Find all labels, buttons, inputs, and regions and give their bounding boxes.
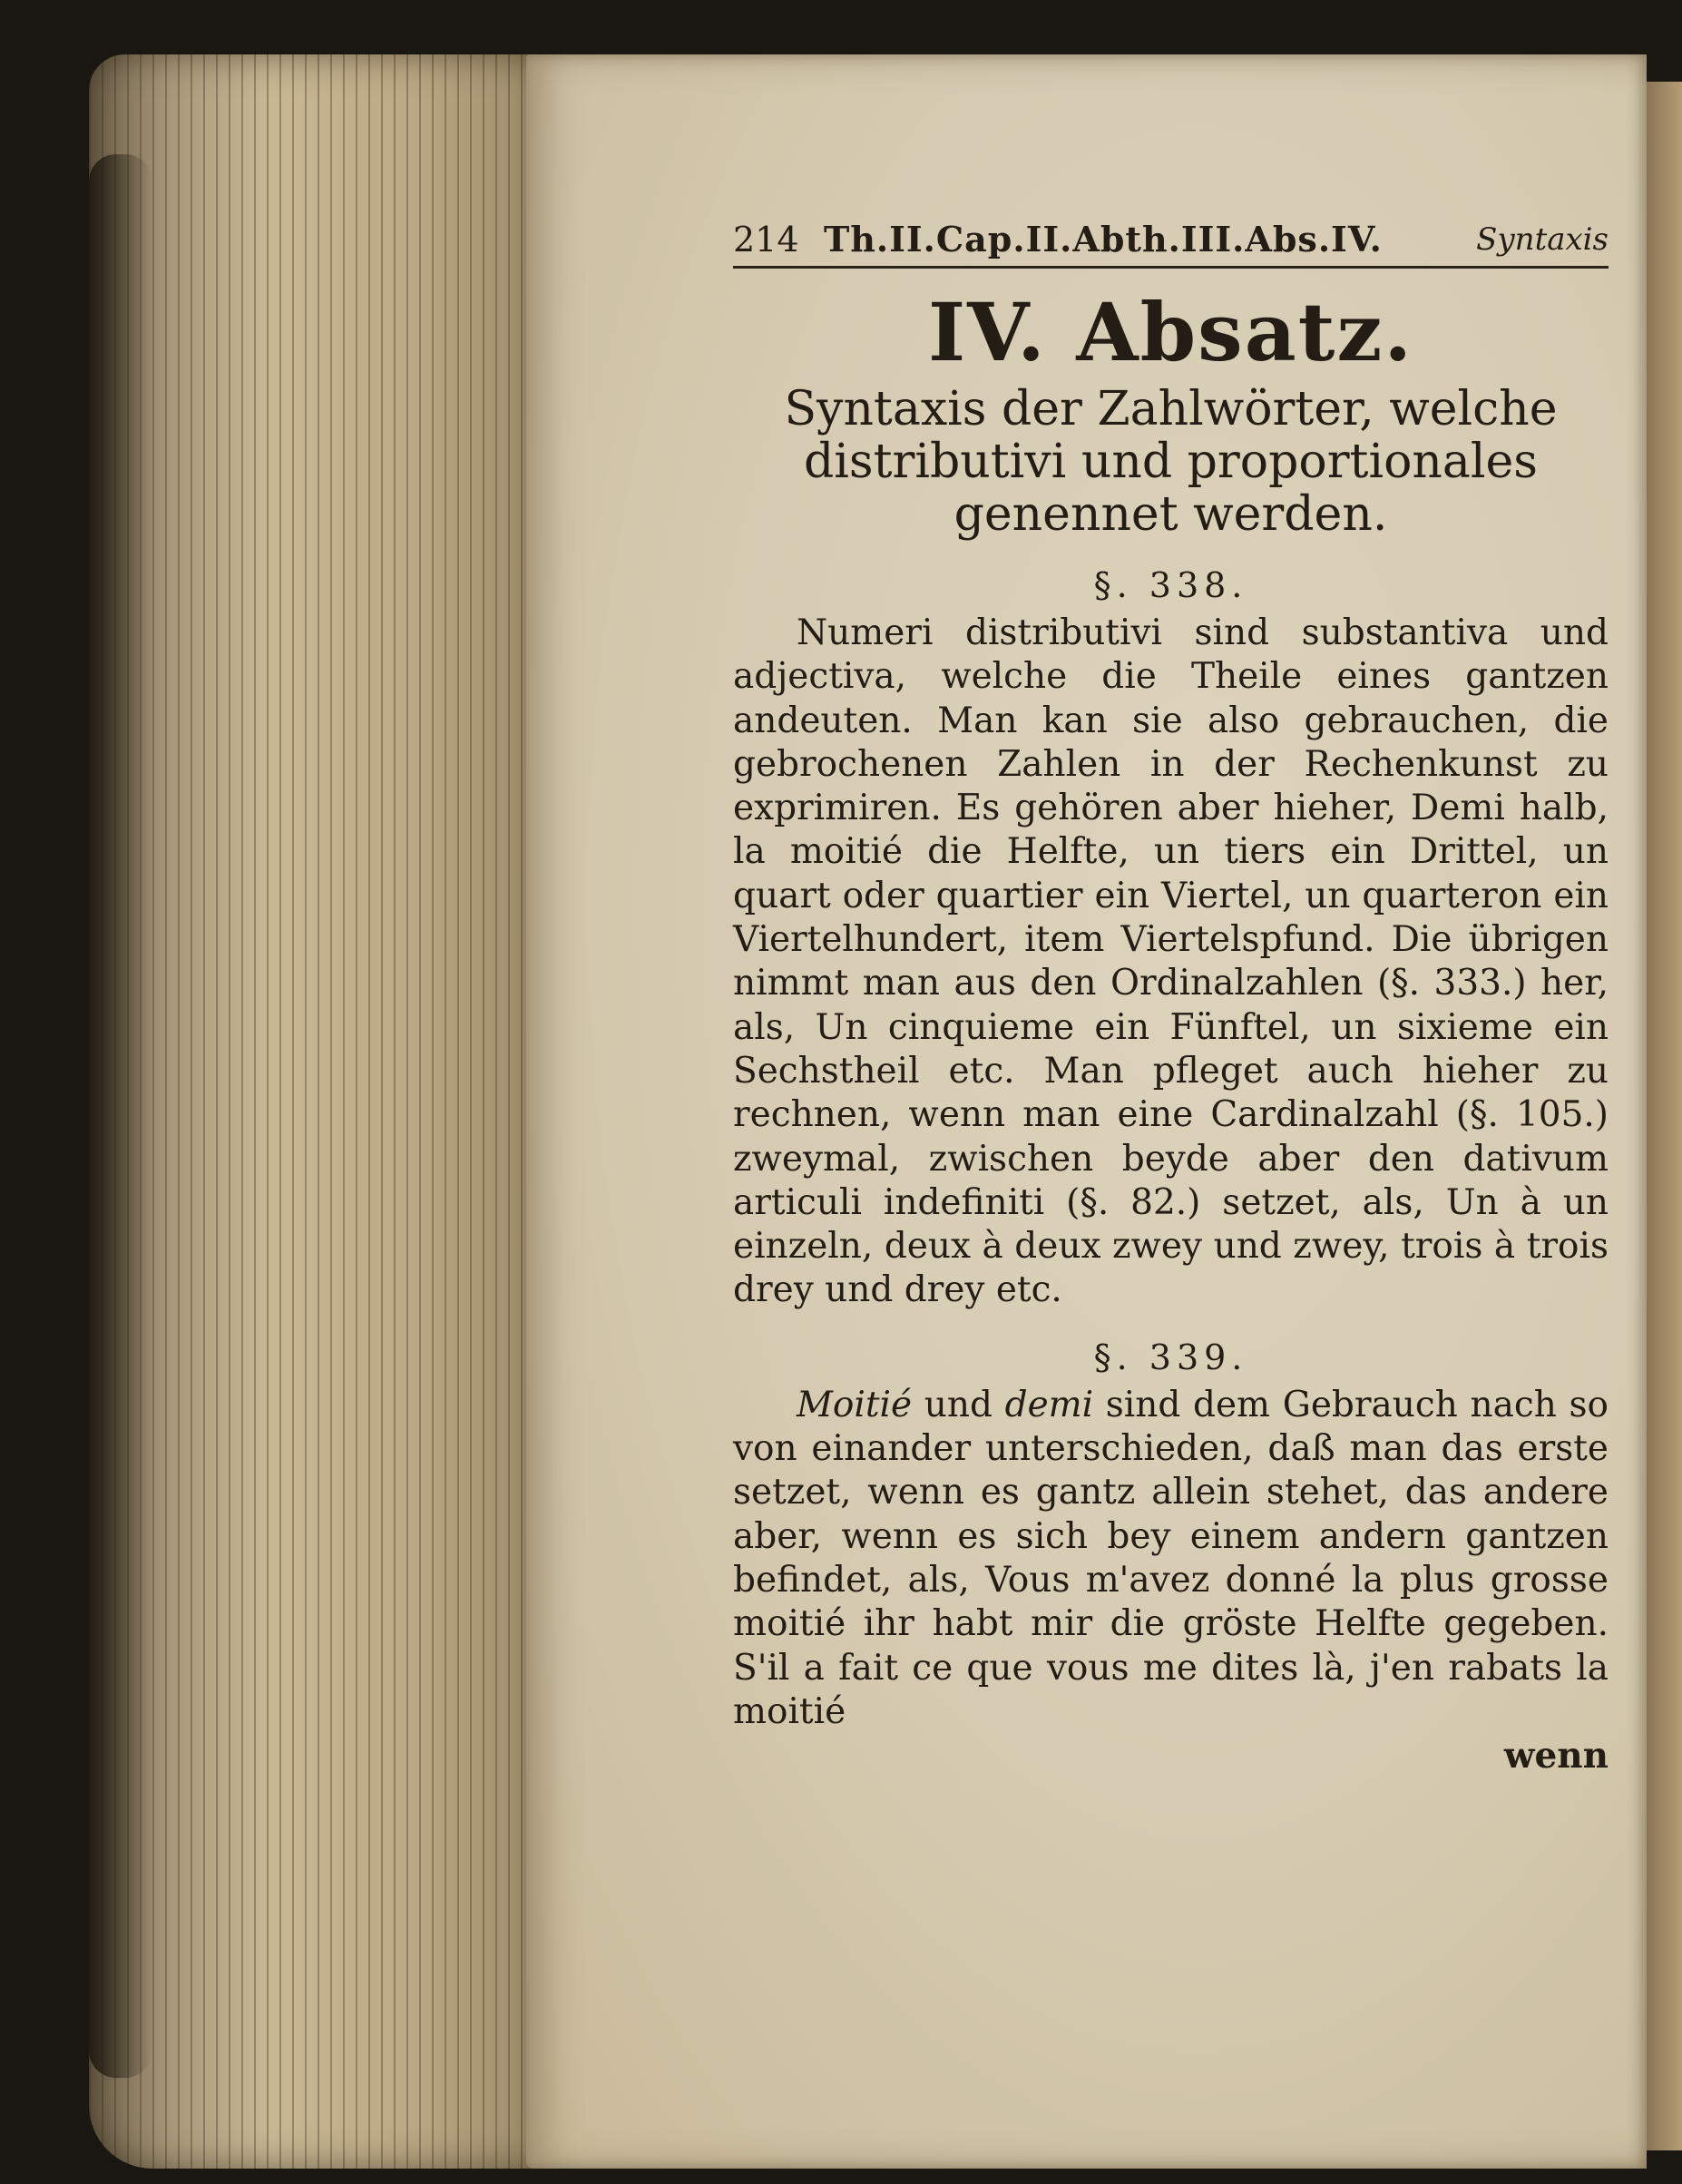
paragraph-339 (733, 1384, 1609, 1734)
italic-term-demi: demi (1004, 1384, 1094, 1425)
running-head-reference: Th.II.Cap.II.Abth.III.Abs.IV. (824, 219, 1383, 260)
paragraph-338-text: Numeri distributivi sind substantiva und adjectiva, welche die Theile eines gantzen andeuten. Man kan sie also gebrauchen, die gebrochenen Zahlen in der Rechenkunst zu exprimiren. Es gehören aber hieher, Demi halb, la moitié die Helfte, un tiers ein Drittel, un quart oder quartier ein Viertel, un quarteron ein Viertelhundert, item Viertelspfund. Die übrigen nimmt man aus den Ordinalzahlen (§. 333.) her, als, Un cinquieme ein Fünftel, un sixieme ein Sechstheil etc. Man pfleget auch hieher zu rechnen, wenn man eine Cardinalzahl (§. 105.) zweymal, zwischen beyde aber den dativum articuli indefiniti (§. 82.) setzet, als, Un à un einzeln, deux à deux zwey und zwey, trois à trois drey und drey etc. (733, 612, 1609, 1311)
section-heading: IV. Absatz. (928, 285, 1413, 379)
catchword: wenn (1503, 1735, 1609, 1778)
lead-conjunction: und (924, 1384, 993, 1425)
section-subheading: Syntaxis der Zahlwörter, welche distributivi und proportionales genennet werden. (784, 382, 1558, 542)
paragraph-number-338: §. 338. (1093, 565, 1248, 605)
paragraph-338 (733, 612, 1609, 1313)
page-edges-shadow (89, 154, 152, 2078)
page-edges (89, 54, 543, 2169)
next-page-edge (1647, 82, 1682, 2150)
paragraph-339-text (733, 1384, 1609, 1734)
text-block (733, 213, 1609, 1778)
running-head-word: Syntaxis (1476, 221, 1609, 258)
running-head (733, 213, 1609, 269)
paragraph-339-body: sind dem Gebrauch nach so von einander unterschieden, daß man das erste setzet, wenn es gantz allein stehet, das andere aber, wenn es sich bey einem andern gantzen befindet, als, Vous m'avez donné la plus grosse moitié ihr habt mir die gröste Helfte gegeben. S'il a fait ce que vous me dites là, j'en rabats la moitié (733, 1384, 1609, 1732)
page-number: 214 (733, 220, 799, 260)
paragraph-number-339: §. 339. (1093, 1337, 1248, 1377)
italic-term-moitie: Moitié (797, 1384, 913, 1425)
